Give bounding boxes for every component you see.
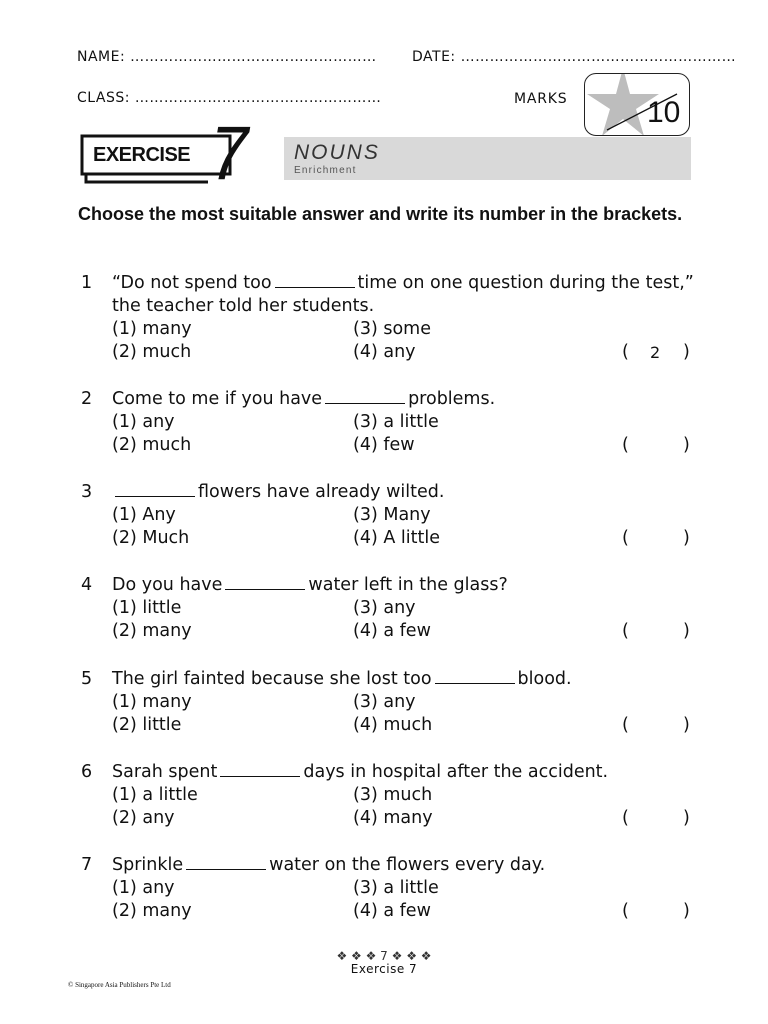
topic-bar xyxy=(284,137,691,180)
question-text-before: Sprinkle xyxy=(112,855,184,875)
date-field xyxy=(412,49,736,65)
footer-exercise-label: Exercise 7 xyxy=(350,962,418,976)
option-4: (4) many xyxy=(353,808,433,828)
question-stem xyxy=(112,388,697,411)
option-4: (4) much xyxy=(353,715,433,735)
question-text-before: The girl fainted because she lost too xyxy=(112,669,432,689)
bracket-open: ( xyxy=(622,342,629,362)
option-1: (1) little xyxy=(112,598,182,618)
copyright-notice: © Singapore Asia Publishers Pte Ltd xyxy=(68,981,171,989)
bracket-close: ) xyxy=(683,901,690,921)
question-text-after: water on the flowers every day. xyxy=(269,855,546,875)
question-text-after: days in hospital after the accident. xyxy=(303,762,609,782)
topic-title: NOUNS xyxy=(294,141,380,164)
option-2: (2) many xyxy=(112,621,192,641)
question-text-line2: the teacher told her students. xyxy=(112,296,375,316)
instructions: Choose the most suitable answer and write its number in the brackets. xyxy=(78,204,683,224)
option-3: (3) much xyxy=(353,785,433,805)
class-label: CLASS: xyxy=(77,90,130,106)
answer-blank xyxy=(115,482,195,497)
bracket-open: ( xyxy=(622,808,629,828)
option-1: (1) a little xyxy=(112,785,198,805)
question-text-after: time on one question during the test,” xyxy=(357,273,694,293)
question-number: 7 xyxy=(81,855,93,875)
question-stem xyxy=(112,854,697,877)
question-number: 3 xyxy=(81,482,93,502)
option-2: (2) little xyxy=(112,715,182,735)
bracket-open: ( xyxy=(622,715,629,735)
option-1: (1) many xyxy=(112,692,192,712)
question-text-after: flowers have already wilted. xyxy=(198,482,445,502)
option-3: (3) a little xyxy=(353,878,439,898)
question-text-after: water left in the glass? xyxy=(308,575,508,595)
question-text-before: Sarah spent xyxy=(112,762,218,782)
option-3: (3) Many xyxy=(353,505,431,525)
option-3: (3) any xyxy=(353,692,416,712)
answer-value: 2 xyxy=(650,343,661,362)
option-2: (2) any xyxy=(112,808,175,828)
answer-blank xyxy=(275,273,355,288)
question-text-after: problems. xyxy=(408,389,496,409)
bracket-close: ) xyxy=(683,435,690,455)
question-number: 5 xyxy=(81,669,93,689)
question-text-after: blood. xyxy=(517,669,572,689)
date-label: DATE: xyxy=(412,49,456,65)
question-stem xyxy=(112,272,697,295)
class-dots: …………………………………………… xyxy=(134,90,382,106)
answer-blank xyxy=(186,855,266,870)
option-4: (4) A little xyxy=(353,528,440,548)
bracket-close: ) xyxy=(683,528,690,548)
bracket-open: ( xyxy=(622,528,629,548)
exercise-label: EXERCISE xyxy=(93,144,191,166)
bracket-open: ( xyxy=(622,901,629,921)
page-number-ornament: ❖ ❖ ❖ 7 ❖ ❖ ❖ xyxy=(336,949,432,963)
option-1: (1) Any xyxy=(112,505,176,525)
bracket-close: ) xyxy=(683,715,690,735)
question-number: 2 xyxy=(81,389,93,409)
answer-blank xyxy=(435,669,515,684)
exercise-number: 7 xyxy=(210,111,249,196)
bracket-close: ) xyxy=(683,342,690,362)
option-1: (1) many xyxy=(112,319,192,339)
option-2: (2) much xyxy=(112,342,192,362)
bracket-close: ) xyxy=(683,621,690,641)
question-stem xyxy=(112,481,697,504)
option-3: (3) any xyxy=(353,598,416,618)
marks-label: MARKS xyxy=(514,91,568,107)
question-text-before: Do you have xyxy=(112,575,223,595)
option-2: (2) many xyxy=(112,901,192,921)
question-stem xyxy=(112,761,697,784)
question-stem xyxy=(112,574,697,597)
marks-box xyxy=(584,73,690,136)
question-number: 6 xyxy=(81,762,93,782)
answer-blank xyxy=(325,389,405,404)
bracket-open: ( xyxy=(622,435,629,455)
exercise-badge xyxy=(80,111,260,196)
option-4: (4) a few xyxy=(353,621,431,641)
option-1: (1) any xyxy=(112,878,175,898)
option-4: (4) a few xyxy=(353,901,431,921)
class-field xyxy=(77,90,381,106)
option-2: (2) Much xyxy=(112,528,190,548)
question-text-before: “Do not spend too xyxy=(112,273,272,293)
option-2: (2) much xyxy=(112,435,192,455)
option-4: (4) any xyxy=(353,342,416,362)
answer-blank xyxy=(220,762,300,777)
name-field xyxy=(77,49,377,65)
question-text-before: Come to me if you have xyxy=(112,389,323,409)
answer-blank xyxy=(225,575,305,590)
question-number: 4 xyxy=(81,575,93,595)
question-stem xyxy=(112,668,697,691)
bracket-close: ) xyxy=(683,808,690,828)
option-3: (3) a little xyxy=(353,412,439,432)
question-number: 1 xyxy=(81,273,93,293)
topic-subtitle: Enrichment xyxy=(294,165,357,176)
option-1: (1) any xyxy=(112,412,175,432)
name-label: NAME: xyxy=(77,49,126,65)
option-3: (3) some xyxy=(353,319,431,339)
bracket-open: ( xyxy=(622,621,629,641)
option-4: (4) few xyxy=(353,435,415,455)
marks-total: 10 xyxy=(647,96,681,129)
name-dots: …………………………………………… xyxy=(130,49,377,65)
date-dots: ………………………………………………… xyxy=(460,49,737,65)
